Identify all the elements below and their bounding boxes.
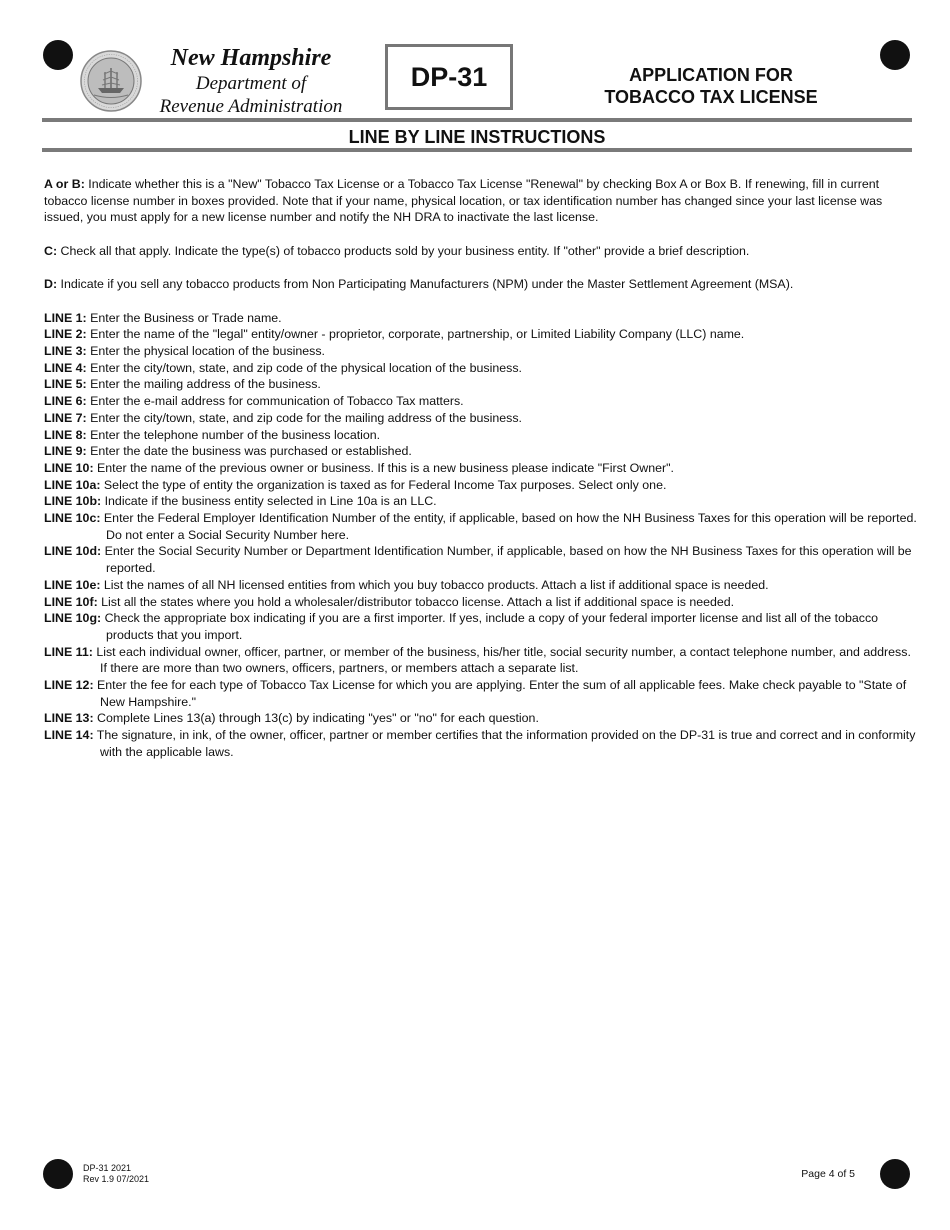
line-label: LINE 10: <box>44 460 94 475</box>
line-label: LINE 6: <box>44 394 87 409</box>
line-instruction-10 <box>44 460 918 477</box>
line-text: Enter the telephone number of the business location. <box>86 427 381 442</box>
instruction-text: Check all that apply. Indicate the type(s) of tobacco products sold by your business entity. If "other" provide a brief description. <box>57 243 750 258</box>
line-instruction-5 <box>44 376 918 393</box>
line-text: Enter the name of the "legal" entity/owner - proprietor, corporate, partnership, or Limited Liability Company (LLC) name. <box>86 327 745 342</box>
line-label: LINE 10f: <box>44 594 98 609</box>
line-text: Enter the name of the previous owner or business. If this is a new business please indicate "First Owner". <box>93 460 675 475</box>
agency-division: Revenue Administration <box>159 96 343 117</box>
line-instruction-10f <box>44 594 918 611</box>
registration-dot-icon <box>43 1159 73 1189</box>
application-title-line1: APPLICATION FOR <box>629 65 793 85</box>
line-text: Enter the fee for each type of Tobacco Tax License for which you are applying. Enter the sum of all applicable fees. Make check payable to "State of New Hampshire." <box>93 678 907 709</box>
line-instruction-12 <box>44 677 918 710</box>
line-instruction-3 <box>44 343 918 360</box>
line-text: Complete Lines 13(a) through 13(c) by indicating "yes" or "no" for each question. <box>93 711 539 726</box>
line-label: LINE 10e: <box>44 577 101 592</box>
revision-date: Rev 1.9 07/2021 <box>83 1174 150 1184</box>
form-number: DP-31 <box>410 61 488 92</box>
line-instruction-10a <box>44 477 918 494</box>
line-instruction-10b <box>44 493 918 510</box>
agency-department: Department of <box>195 73 307 94</box>
line-instruction-6 <box>44 393 918 410</box>
form-revision <box>83 1163 149 1185</box>
line-instruction-10g <box>44 610 918 643</box>
line-text: Enter the city/town, state, and zip code for the mailing address of the business. <box>86 410 522 425</box>
line-label: LINE 11: <box>44 644 93 659</box>
line-instruction-14 <box>44 727 918 760</box>
application-title <box>585 64 837 108</box>
line-text: Select the type of entity the organization is taxed as for Federal Income Tax purposes. Select only one. <box>100 477 667 492</box>
line-label: LINE 9: <box>44 444 87 459</box>
line-instruction-13 <box>44 710 918 727</box>
agency-state: New Hampshire <box>170 45 332 71</box>
line-text: Enter the city/town, state, and zip code of the physical location of the business. <box>86 360 522 375</box>
registration-dot-icon <box>880 40 910 70</box>
application-title-line2: TOBACCO TAX LICENSE <box>604 87 818 107</box>
line-instruction-11 <box>44 644 918 677</box>
line-label: LINE 12: <box>44 678 94 693</box>
instructions-body <box>44 176 918 761</box>
instruction-label: C: <box>44 243 58 258</box>
line-instruction-1 <box>44 310 918 327</box>
line-text: Enter the date the business was purchased or established. <box>86 444 412 459</box>
line-instruction-7 <box>44 410 918 427</box>
line-label: LINE 10c: <box>44 511 101 526</box>
line-label: LINE 10a: <box>44 477 101 492</box>
line-text: Enter the mailing address of the business. <box>86 377 321 392</box>
line-instruction-8 <box>44 427 918 444</box>
line-instruction-10c <box>44 510 918 543</box>
line-text: List the names of all NH licensed entities from which you buy tobacco products. Attach a list if additional space is needed. <box>100 577 769 592</box>
registration-dot-icon <box>880 1159 910 1189</box>
line-label: LINE 2: <box>44 327 87 342</box>
instruction-label: A or B: <box>44 177 85 191</box>
line-text: Enter the Social Security Number or Department Identification Number, if applicable, based on how the NH Business Taxes for this operation will be reported. <box>101 544 912 576</box>
line-label: LINE 8: <box>44 427 87 442</box>
line-label: LINE 3: <box>44 343 87 358</box>
header-rule-bottom <box>42 148 912 152</box>
form-code: DP-31 2021 <box>83 1163 132 1173</box>
line-label: LINE 13: <box>44 711 94 726</box>
line-label: LINE 14: <box>44 728 94 743</box>
instruction-text: Indicate whether this is a "New" Tobacco Tax License or a Tobacco Tax License "Renewal" by checking Box A or Box B. If renewing, fill in current tobacco license number in boxes provided. Note that if your name, physical location, or tax identification number has changed since your last license was issued, you must apply for a new license number and notify the NH DRA to inactivate the last license. <box>44 177 883 225</box>
page-number: Page 4 of 5 <box>801 1168 855 1180</box>
line-instruction-4 <box>44 360 918 377</box>
agency-name <box>146 44 356 118</box>
instruction-paragraph-c <box>44 243 918 260</box>
line-instruction-10d <box>44 543 918 576</box>
instruction-text: Indicate if you sell any tobacco products from Non Participating Manufacturers (NPM) under the Master Settlement Agreement (MSA). <box>57 277 794 292</box>
line-text: Indicate if the business entity selected in Line 10a is an LLC. <box>101 494 437 509</box>
line-label: LINE 1: <box>44 310 87 325</box>
section-title: LINE BY LINE INSTRUCTIONS <box>348 127 606 147</box>
line-text: Check the appropriate box indicating if you are a first importer. If yes, include a copy of your federal importer license and list all of the tobacco products that you import. <box>101 611 879 642</box>
line-instruction-10e <box>44 577 918 594</box>
line-instruction-9 <box>44 443 918 460</box>
registration-dot-icon <box>43 40 73 70</box>
instruction-label: D: <box>44 277 58 292</box>
line-text: Enter the physical location of the business. <box>86 343 326 358</box>
line-text: The signature, in ink, of the owner, officer, partner or member certifies that the information provided on the DP-31 is true and correct and in conformity with the applicable laws. <box>93 728 916 759</box>
line-label: LINE 7: <box>44 410 87 425</box>
line-text: Enter the Federal Employer Identification Number of the entity, if applicable, based on how the NH Business Taxes for this operation will be reported. Do not enter a Social Security Number here. <box>100 511 917 542</box>
line-label: LINE 10b: <box>44 494 102 509</box>
state-seal-icon <box>80 50 142 112</box>
header-rule-top <box>42 118 912 122</box>
form-number-box <box>385 44 513 110</box>
instruction-paragraph-d <box>44 276 918 293</box>
line-label: LINE 10d: <box>44 544 102 559</box>
line-label: LINE 10g: <box>44 611 102 626</box>
line-label: LINE 4: <box>44 360 87 375</box>
line-label: LINE 5: <box>44 377 87 392</box>
instruction-paragraph-a-b <box>44 176 918 226</box>
line-text: List all the states where you hold a wholesaler/distributor tobacco license. Attach a list if additional space is needed. <box>97 594 735 609</box>
line-instruction-2 <box>44 326 918 343</box>
line-text: List each individual owner, officer, partner, or member of the business, his/her title, social security number, a contact telephone number, and address. If there are more than two owners, officers, partners, or members attach a separate list. <box>92 644 911 676</box>
line-text: Enter the e-mail address for communication of Tobacco Tax matters. <box>86 394 464 409</box>
line-text: Enter the Business or Trade name. <box>86 310 282 325</box>
